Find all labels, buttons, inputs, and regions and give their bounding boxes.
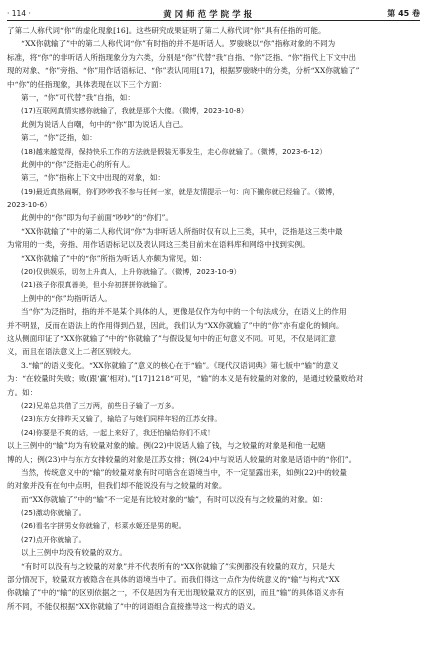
volume-label: 第 45 卷 — [387, 9, 420, 18]
running-header — [7, 6, 420, 21]
text-line: 标准，将“你”的非听话人所指现象分为六类，分别是“你”代替“我”自指、“你”泛指、“你”指代上下文中出 — [7, 52, 357, 62]
example-line: (24)你要是不爽的话，一起上来好了，我还怕输给你们不成！ — [21, 427, 215, 437]
page-number: · 114 · — [7, 9, 31, 18]
text-line: 而“XX你就输了”中的“输”不一定是有比较对象的“输”，有时可以没有与之较量的对象。如： — [21, 494, 328, 504]
text-line: 此例中的“你”即为句子前面“吵吵”的“你们”。 — [21, 213, 173, 223]
text-line: 以上三例中均没有较量的双方。 — [21, 548, 127, 558]
example-line: (17)互联网真情实感你就输了，我就是那个大傻。（微博，2023-10-8） — [21, 106, 248, 116]
example-line: (27)点开你就输了。 — [21, 534, 86, 544]
text-line: 并不明显，反而在语法上的作用得到凸显，因此，我们认为“XX你就输了”中的“你”亦有虚化的倾向。 — [7, 320, 344, 330]
journal-title: 黄冈师范学院学报 — [163, 9, 256, 20]
text-line: “XX你就输了”中的第二人称代词“你”有时指的并不是听话人。罗骏晓以“你”指称对象的不同为 — [21, 39, 336, 49]
text-line: 3.“输”的语义变化。“XX你就输了”意义的核心在于“输”。《现代汉语词典》第七版中“输”的意义 — [21, 360, 339, 370]
example-line: (22)兄弟总共借了三万两，前些日子输了一万多。 — [21, 400, 179, 410]
header-rule — [7, 20, 420, 21]
text-line: 中“你”的任指现象，具体表现在以下三个方面： — [7, 79, 167, 89]
text-line: 博的人；例(23)中与东方女排较量的对象是江苏女排；例(24)中与说话人较量的对象是话语中的“你们”。 — [7, 454, 357, 464]
text-line: 义，而且在语法意义上二者区别较大。 — [7, 347, 136, 357]
text-line: 第三，“你”指称上下文中出现的对象，如： — [21, 173, 165, 183]
text-line: 为：“在较量时失败；败(跟‘赢’相对)。”[17]1218“可见，“输”的本义是有较量的对象的，是通过较量败给对 — [7, 374, 364, 384]
text-line: 第一，“你”可代替“我”自指，如： — [21, 92, 135, 102]
text-line: 上例中的“你”均指听话人。 — [21, 293, 112, 303]
text-line: 现的对象、“你”旁指、“你”用作话语标记、“你”表认同用[17]，根据罗骏晓中的分类，分析“XX你就输了” — [7, 66, 360, 76]
example-line: (23)东方女排昨天又输了，输给了与她们同样年轻的江苏女排。 — [21, 414, 222, 424]
text-line: “有时可以没有与之较量的对象”并不代表所有的“XX你就输了”实例都没有较量的双方，只是大 — [21, 561, 335, 571]
text-line: 部分情况下，较量双方被隐含在具体的语境当中了。而我们得这一点作为传统意义的“输”与构式“XX — [7, 575, 340, 585]
text-line: “XX你就输了”中的第二人称代词“你”为非听话人所指时仅有以上三类，其中，泛指是这三类中最 — [21, 226, 343, 236]
text-line: 的对象并没有在句中点明，但我们却不能说没有与之较量的对象。 — [7, 481, 227, 491]
text-line: 此例为说话人自嘲，句中的“你”即为说话人自己。 — [21, 119, 188, 129]
text-line: 此例中的“你”泛指走心的所有人。 — [21, 159, 135, 169]
example-line: 2023-10-6） — [7, 200, 52, 210]
text-line: 你就输了”中的“输”的区别依据之一，不仅是因为有无出现较量双方的区别，而且“输”的具体语义亦有 — [7, 588, 345, 598]
text-line: 当“你”为泛指时，指的并不是某个具体的人，更像是仅作为句中的一个句法成分，在语义上的作用 — [21, 307, 347, 317]
example-line: (25)激动你就输了。 — [21, 508, 86, 518]
text-line: 为常用的一类，旁指、用作话语标记以及表认同这三类目前未在语料库和网络中找到实例。 — [7, 240, 310, 250]
text-line: 第二，“你”泛指，如： — [21, 133, 97, 143]
text-line: 方。如： — [7, 387, 38, 397]
example-line: (21)孩子你很真善美，但小弁初拼拼你就输了。 — [21, 280, 172, 290]
text-line: 以上三例中的“输”均为有较量对象的输。例(22)中说话人输了钱，与之较量的对象是和他一起赌 — [7, 441, 326, 451]
example-line: (19)最近真热闹啊，你们吵吵我不参与任何一家，就是友情提示一句：向下撇你就已经输了。（微博， — [21, 186, 340, 196]
article-body — [7, 24, 420, 642]
example-line: (18)越来越觉得，保持快乐工作的方法就是假装无事发生，走心你就输了。（微博，2023-6-12） — [21, 146, 327, 156]
text-line: 当然，传统意义中的“输”的较量对象有时可暗含在语境当中，不一定显露出来，如例(22)中的较量 — [21, 467, 348, 477]
text-line: 了第二人称代词“你”的虚化现象[16]。这些研究成果证明了第二人称代词“你”具有任指的可能。 — [7, 26, 326, 35]
example-line: (26)看名字拼男女你就输了，杉菜水姬还是男的呢。 — [21, 521, 186, 531]
text-line: 所不同，不能仅根据“XX你就输了”中的词语组合直接推导这一构式的语义。 — [7, 601, 261, 611]
text-line: “XX你就输了”中的“你”所指为听话人亦颇为常见，如： — [21, 253, 207, 263]
text-line: 这从侧面印证了“XX你就输了”中的“你就输了”与假设复句中的正句意义不同。可见，不仅是词汇意 — [7, 333, 336, 343]
example-line: (20)仅供娱乐，切勿上升真人，上升你就输了。（微博，2023-10-9） — [21, 267, 241, 277]
